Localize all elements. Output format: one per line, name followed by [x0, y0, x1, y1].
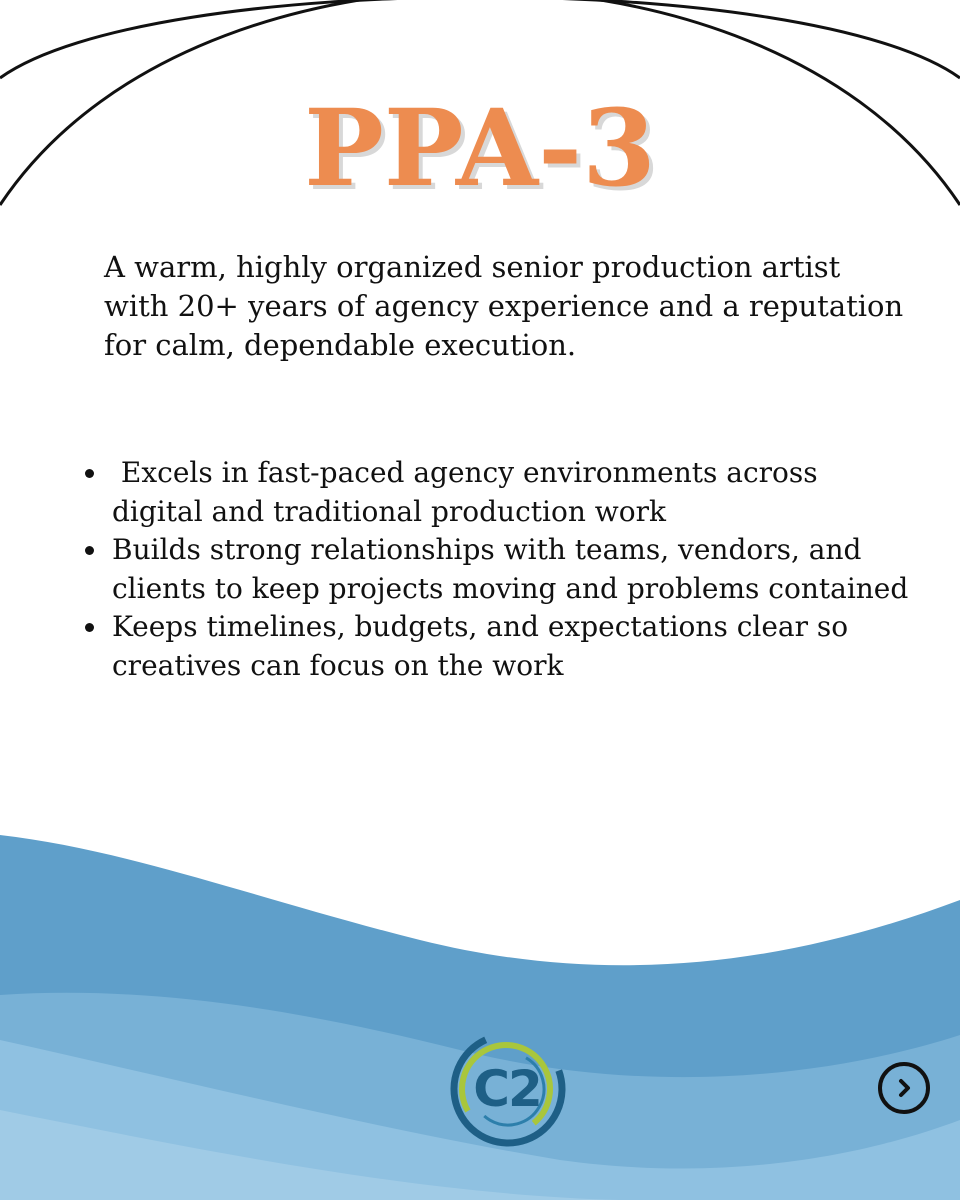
list-item-text: Excels in fast-paced agency environments across digital and traditional production work: [112, 456, 827, 528]
c2-logo-icon: [448, 1028, 570, 1150]
list-item: [112, 454, 912, 531]
list-item-text: Keeps timelines, budgets, and expectations clear so creatives can focus on the work: [112, 610, 849, 682]
highlights-list: [112, 454, 912, 685]
bullet-icon: [85, 623, 94, 632]
next-button[interactable]: [878, 1062, 930, 1114]
list-item: [112, 531, 912, 608]
bullet-icon: [85, 546, 94, 555]
list-item: [112, 608, 912, 685]
chevron-right-icon: [891, 1075, 917, 1101]
page-title: PPA-3: [304, 85, 656, 210]
intro-paragraph: A warm, highly organized senior production artist with 20+ years of agency experience and a reputation for calm, dependable execution.: [104, 250, 904, 362]
logo-text: C2: [473, 1060, 541, 1118]
list-item-text: Builds strong relationships with teams, vendors, and clients to keep projects moving and problems contained: [112, 533, 909, 605]
bullet-icon: [85, 469, 94, 478]
top-arc-line: [0, 0, 960, 78]
